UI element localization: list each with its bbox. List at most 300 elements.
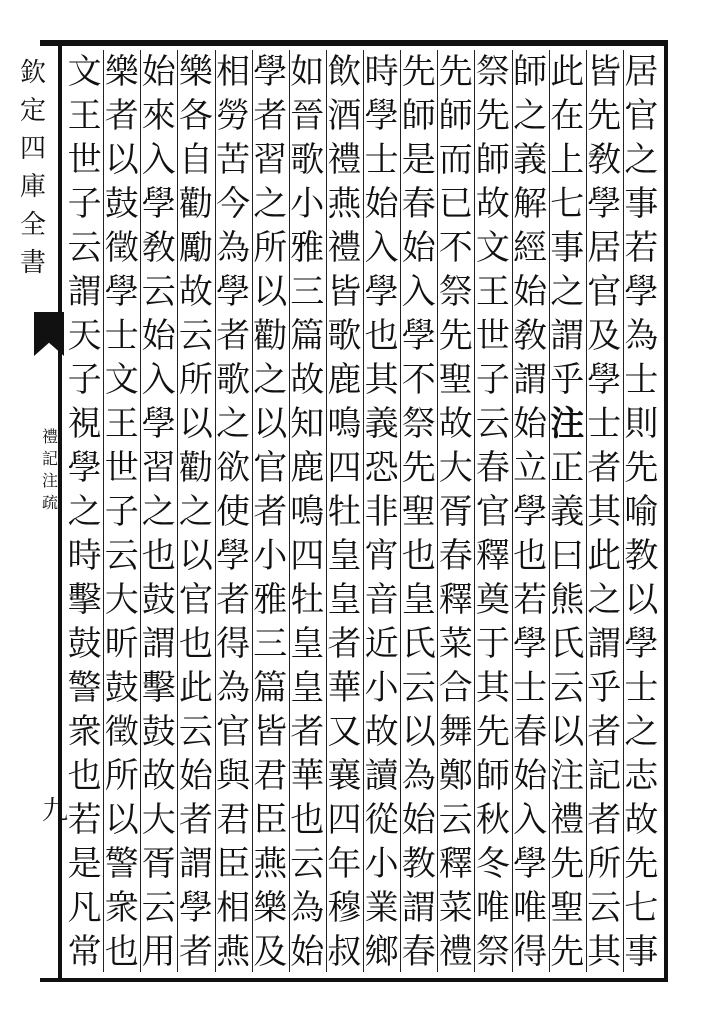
- column-character: 年: [327, 844, 362, 884]
- column-character: 云: [104, 536, 139, 576]
- column-character: 者: [587, 448, 622, 488]
- column-character: 入: [364, 228, 399, 268]
- column-character: 云: [141, 272, 176, 312]
- column-character: 始: [364, 184, 399, 224]
- folio-number: 九: [41, 796, 68, 826]
- column-character: 相: [216, 52, 251, 92]
- column-character: 非: [364, 492, 399, 532]
- column-character: 鼓: [67, 624, 102, 664]
- column-character: 居: [587, 228, 622, 268]
- column-character: 而: [438, 140, 473, 180]
- column-character: 也: [104, 932, 139, 972]
- column-character: 雅: [290, 228, 325, 268]
- column-character: 禮: [550, 800, 585, 840]
- margin-title-char: 四: [19, 134, 46, 164]
- column-character: 解: [513, 184, 548, 224]
- frame-bottom-border: [40, 978, 668, 982]
- column-character: 謂: [550, 316, 585, 356]
- column-character: 君: [216, 800, 251, 840]
- column-character: 之: [624, 140, 659, 180]
- column-character: 各: [178, 96, 213, 136]
- column-character: 者: [178, 800, 213, 840]
- column-character: 警: [104, 844, 139, 884]
- margin-title-char: 欽: [19, 58, 46, 88]
- column-character: 不: [401, 360, 436, 400]
- column-character: 學: [624, 272, 659, 312]
- column-character: 學: [587, 184, 622, 224]
- column-character: 故: [178, 272, 213, 312]
- column-character: 得: [513, 932, 548, 972]
- column-character: 禮: [327, 228, 362, 268]
- column-character: 學: [178, 888, 213, 928]
- column-character: 先: [475, 712, 510, 752]
- column-character: 擊: [67, 580, 102, 620]
- column-character: 警: [67, 668, 102, 708]
- column-character: 七: [550, 184, 585, 224]
- column-character: 經: [513, 228, 548, 268]
- column-character: 官: [624, 96, 659, 136]
- column-character: 王: [67, 96, 102, 136]
- column-character: 華: [290, 756, 325, 796]
- column-character: 乎: [550, 360, 585, 400]
- column-character: 世: [104, 448, 139, 488]
- column-character: 大: [104, 580, 139, 620]
- column-character: 為: [401, 756, 436, 796]
- column-character: 之: [67, 492, 102, 532]
- column-character: 氏: [550, 624, 585, 664]
- column-character: 叔: [327, 932, 362, 972]
- column-character: 入: [401, 272, 436, 312]
- column-character: 師: [401, 96, 436, 136]
- column-character: 官: [475, 492, 510, 532]
- column-character: 歌: [327, 316, 362, 356]
- column-character: 春: [513, 712, 548, 752]
- column-character: 故: [438, 404, 473, 444]
- column-character: 者: [587, 712, 622, 752]
- column-character: 小: [364, 668, 399, 708]
- column-character: 苦: [216, 140, 251, 180]
- column-character: 四: [327, 448, 362, 488]
- column-character: 歌: [290, 140, 325, 180]
- column-character: 學: [253, 52, 288, 92]
- column-character: 者: [587, 800, 622, 840]
- column-character: 所: [587, 844, 622, 884]
- column-character: 襄: [327, 756, 362, 796]
- column-character: 皇: [327, 580, 362, 620]
- column-character: 聖: [438, 360, 473, 400]
- column-character: 四: [327, 800, 362, 840]
- column-character: 樂: [253, 888, 288, 928]
- column-character: 故: [141, 756, 176, 796]
- column-character: 時: [364, 52, 399, 92]
- column-character: 用: [141, 932, 176, 972]
- column-character: 近: [364, 624, 399, 664]
- column-character: 教: [401, 844, 436, 884]
- column-character: 官: [587, 272, 622, 312]
- column-character: 始: [178, 756, 213, 796]
- column-character: 唯: [513, 888, 548, 928]
- column-character: 聖: [550, 888, 585, 928]
- column-character: 教: [624, 536, 659, 576]
- column-character: 之: [624, 712, 659, 752]
- column-character: 徵: [104, 228, 139, 268]
- column-character: 舞: [438, 712, 473, 752]
- column-character: 聖: [401, 492, 436, 532]
- column-character: 鼓: [104, 668, 139, 708]
- column-character: 天: [67, 316, 102, 356]
- column-character: 音: [364, 580, 399, 620]
- column-character: 徵: [104, 712, 139, 752]
- column-character: 故: [475, 184, 510, 224]
- column-character: 王: [475, 272, 510, 312]
- column-character: 先: [438, 316, 473, 356]
- column-character: 始: [513, 272, 548, 312]
- column-character: 立: [513, 448, 548, 488]
- column-character: 學: [587, 360, 622, 400]
- column-character: 始: [141, 52, 176, 92]
- column-character: 鼓: [104, 184, 139, 224]
- column-character: 禮: [438, 932, 473, 972]
- column-character: 者: [290, 712, 325, 752]
- column-character: 鹿: [327, 360, 362, 400]
- column-character: 先: [550, 932, 585, 972]
- column-character: 志: [624, 756, 659, 796]
- column-character: 云: [587, 888, 622, 928]
- column-character: 若: [67, 800, 102, 840]
- column-character: 學: [624, 624, 659, 664]
- column-character: 王: [104, 404, 139, 444]
- column-character: 謂: [401, 888, 436, 928]
- column-character: 勵: [178, 228, 213, 268]
- column-character: 宵: [364, 536, 399, 576]
- column-character: 秋: [475, 800, 510, 840]
- column-character: 樂: [178, 52, 213, 92]
- column-character: 故: [290, 360, 325, 400]
- column-character: 者: [216, 316, 251, 356]
- column-character: 鳴: [327, 404, 362, 444]
- column-character: 小: [290, 184, 325, 224]
- column-character: 鼓: [141, 712, 176, 752]
- column-character: 上: [550, 140, 585, 180]
- column-character: 始: [513, 404, 548, 444]
- column-character: 四: [290, 536, 325, 576]
- column-character: 先: [587, 96, 622, 136]
- column-character: 樂: [104, 52, 139, 92]
- column-character: 胥: [438, 492, 473, 532]
- column-character: 釋: [475, 536, 510, 576]
- column-character: 在: [550, 96, 585, 136]
- column-character: 胥: [141, 844, 176, 884]
- column-character: 三: [290, 272, 325, 312]
- column-character: 者: [178, 932, 213, 972]
- column-character: 此: [587, 536, 622, 576]
- column-character: 事: [550, 228, 585, 268]
- column-character: 始: [401, 228, 436, 268]
- column-character: 熊: [550, 580, 585, 620]
- column-character: 皇: [290, 668, 325, 708]
- column-character: 故: [624, 800, 659, 840]
- column-character: 者: [216, 580, 251, 620]
- column-character: 與: [216, 756, 251, 796]
- column-character: 注: [550, 404, 585, 444]
- column-character: 皇: [327, 536, 362, 576]
- column-character: 鹿: [290, 448, 325, 488]
- column-character: 也: [290, 800, 325, 840]
- column-character: 學: [67, 448, 102, 488]
- column-character: 鄉: [364, 932, 399, 972]
- column-character: 先: [401, 52, 436, 92]
- column-character: 也: [67, 756, 102, 796]
- column-character: 以: [178, 536, 213, 576]
- column-character: 先: [624, 448, 659, 488]
- column-character: 先: [550, 844, 585, 884]
- column-character: 始: [141, 316, 176, 356]
- column-character: 子: [67, 184, 102, 224]
- column-character: 及: [253, 932, 288, 972]
- column-character: 敎: [587, 140, 622, 180]
- column-character: 子: [475, 360, 510, 400]
- column-character: 時: [67, 536, 102, 576]
- column-character: 以: [104, 800, 139, 840]
- frame-top-border: [40, 40, 668, 46]
- column-character: 來: [141, 96, 176, 136]
- column-character: 則: [624, 404, 659, 444]
- column-character: 先: [438, 52, 473, 92]
- column-character: 云: [401, 668, 436, 708]
- column-character: 君: [253, 756, 288, 796]
- column-character: 此: [550, 52, 585, 92]
- column-character: 之: [587, 580, 622, 620]
- column-character: 之: [550, 272, 585, 312]
- column-character: 燕: [216, 932, 251, 972]
- column-character: 云: [67, 228, 102, 268]
- column-character: 入: [513, 800, 548, 840]
- column-character: 鳴: [290, 492, 325, 532]
- column-character: 以: [401, 712, 436, 752]
- column-character: 學: [141, 184, 176, 224]
- column-character: 先: [624, 844, 659, 884]
- column-character: 士: [587, 404, 622, 444]
- column-character: 皆: [253, 712, 288, 752]
- column-character: 習: [141, 448, 176, 488]
- column-character: 昕: [104, 624, 139, 664]
- column-character: 也: [401, 536, 436, 576]
- column-character: 也: [178, 624, 213, 664]
- column-character: 師: [475, 140, 510, 180]
- column-character: 學: [364, 96, 399, 136]
- column-character: 之: [253, 184, 288, 224]
- margin-chapter-char: 疏: [41, 493, 58, 512]
- column-character: 自: [178, 140, 213, 180]
- column-character: 始: [513, 756, 548, 796]
- column-character: 云: [438, 800, 473, 840]
- column-character: 酒: [327, 96, 362, 136]
- column-character: 牡: [290, 580, 325, 620]
- column-character: 為: [216, 228, 251, 268]
- margin-chapter-char: 禮: [41, 427, 58, 446]
- column-character: 所: [104, 756, 139, 796]
- column-character: 鄭: [438, 756, 473, 796]
- column-character: 謂: [178, 844, 213, 884]
- column-character: 今: [216, 184, 251, 224]
- column-character: 相: [216, 888, 251, 928]
- column-character: 始: [290, 932, 325, 972]
- column-character: 之: [513, 96, 548, 136]
- column-character: 知: [290, 404, 325, 444]
- column-character: 士: [624, 668, 659, 708]
- column-character: 士: [364, 140, 399, 180]
- column-character: 者: [253, 492, 288, 532]
- column-character: 學: [216, 272, 251, 312]
- column-character: 禮: [327, 140, 362, 180]
- column-character: 先: [475, 96, 510, 136]
- column-character: 以: [253, 272, 288, 312]
- margin-title-char: 書: [19, 248, 46, 278]
- column-character: 所: [253, 228, 288, 268]
- column-character: 喻: [624, 492, 659, 532]
- column-character: 其: [475, 668, 510, 708]
- column-character: 為: [624, 316, 659, 356]
- column-character: 大: [438, 448, 473, 488]
- column-character: 者: [327, 624, 362, 664]
- column-character: 注: [550, 756, 585, 796]
- column-character: 及: [587, 316, 622, 356]
- column-character: 春: [401, 184, 436, 224]
- column-character: 三: [253, 624, 288, 664]
- column-character: 官: [216, 712, 251, 752]
- column-character: 學: [141, 404, 176, 444]
- column-character: 文: [104, 360, 139, 400]
- column-character: 鼓: [141, 580, 176, 620]
- column-character: 師: [475, 756, 510, 796]
- column-character: 云: [178, 316, 213, 356]
- column-character: 以: [178, 404, 213, 444]
- column-character: 冬: [475, 844, 510, 884]
- column-character: 小: [364, 844, 399, 884]
- frame-right-border: [664, 40, 668, 982]
- column-character: 從: [364, 800, 399, 840]
- column-character: 合: [438, 668, 473, 708]
- column-character: 師: [513, 52, 548, 92]
- column-character: 學: [104, 272, 139, 312]
- column-character: 祭: [438, 272, 473, 312]
- column-character: 敎: [141, 228, 176, 268]
- column-character: 世: [67, 140, 102, 180]
- column-character: 菜: [438, 624, 473, 664]
- column-character: 文: [475, 228, 510, 268]
- column-character: 勸: [178, 448, 213, 488]
- column-character: 以: [550, 712, 585, 752]
- column-character: 又: [327, 712, 362, 752]
- column-character: 故: [364, 712, 399, 752]
- column-character: 是: [67, 844, 102, 884]
- column-character: 事: [624, 184, 659, 224]
- column-character: 衆: [104, 888, 139, 928]
- column-character: 習: [253, 140, 288, 180]
- column-character: 士: [624, 360, 659, 400]
- column-character: 士: [104, 316, 139, 356]
- column-character: 視: [67, 404, 102, 444]
- column-character: 以: [104, 140, 139, 180]
- column-character: 雅: [253, 580, 288, 620]
- column-character: 若: [513, 580, 548, 620]
- column-character: 居: [624, 52, 659, 92]
- column-character: 云: [475, 404, 510, 444]
- column-character: 事: [624, 932, 659, 972]
- margin-chapter-char: 注: [41, 471, 58, 490]
- column-character: 祭: [401, 404, 436, 444]
- column-character: 于: [475, 624, 510, 664]
- column-character: 臣: [253, 800, 288, 840]
- column-character: 之: [178, 492, 213, 532]
- column-character: 謂: [141, 624, 176, 664]
- column-character: 燕: [253, 844, 288, 884]
- column-character: 師: [438, 96, 473, 136]
- column-character: 之: [253, 360, 288, 400]
- column-character: 官: [253, 448, 288, 488]
- column-character: 釋: [438, 844, 473, 884]
- column-character: 謂: [513, 360, 548, 400]
- column-character: 勸: [253, 316, 288, 356]
- column-character: 恐: [364, 448, 399, 488]
- column-character: 先: [401, 448, 436, 488]
- column-character: 學: [513, 844, 548, 884]
- column-character: 春: [401, 932, 436, 972]
- column-character: 擊: [141, 668, 176, 708]
- column-character: 義: [364, 404, 399, 444]
- text-column: [62, 52, 108, 972]
- column-character: 燕: [327, 184, 362, 224]
- column-character: 記: [587, 756, 622, 796]
- column-character: 此: [178, 668, 213, 708]
- column-character: 云: [550, 668, 585, 708]
- column-character: 衆: [67, 712, 102, 752]
- column-character: 春: [438, 536, 473, 576]
- column-character: 文: [67, 52, 102, 92]
- column-character: 謂: [67, 272, 102, 312]
- column-character: 義: [550, 492, 585, 532]
- column-character: 奠: [475, 580, 510, 620]
- column-character: 始: [401, 800, 436, 840]
- column-character: 學: [401, 316, 436, 356]
- column-character: 世: [475, 316, 510, 356]
- column-character: 以: [253, 404, 288, 444]
- column-character: 學: [513, 624, 548, 664]
- column-character: 欲: [216, 448, 251, 488]
- column-character: 為: [216, 668, 251, 708]
- column-character: 者: [104, 96, 139, 136]
- column-character: 已: [438, 184, 473, 224]
- column-character: 飲: [327, 52, 362, 92]
- column-character: 入: [141, 140, 176, 180]
- column-character: 士: [513, 668, 548, 708]
- column-character: 也: [513, 536, 548, 576]
- column-character: 為: [290, 888, 325, 928]
- column-character: 如: [290, 52, 325, 92]
- column-character: 云: [178, 712, 213, 752]
- column-character: 也: [141, 536, 176, 576]
- fish-tail-mark-icon: [34, 312, 64, 356]
- column-character: 皇: [401, 580, 436, 620]
- margin-title-char: 庫: [19, 172, 46, 202]
- column-character: 學: [216, 536, 251, 576]
- column-character: 云: [290, 844, 325, 884]
- column-character: 其: [587, 932, 622, 972]
- column-character: 晉: [290, 96, 325, 136]
- column-character: 謂: [587, 624, 622, 664]
- column-character: 學: [513, 492, 548, 532]
- column-character: 春: [475, 448, 510, 488]
